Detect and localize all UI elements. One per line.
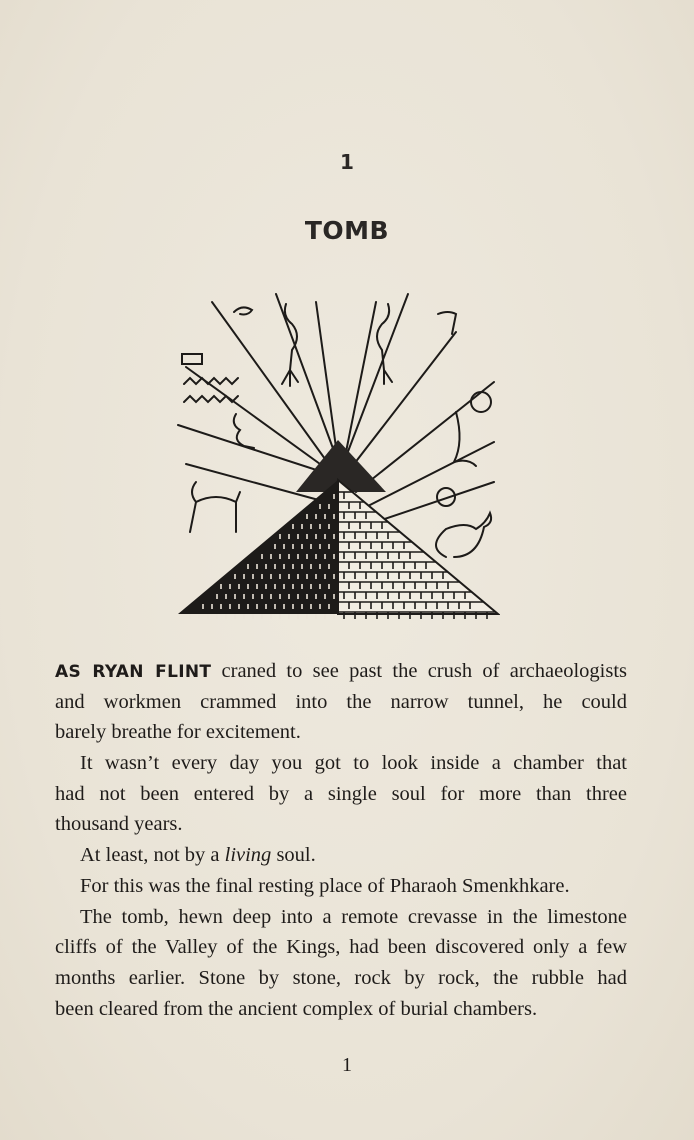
text-line: and workmen crammed into the narrow tunnel, he could <box>55 690 627 713</box>
text-line: been cleared from the ancient complex of burial chambers. <box>55 997 538 1020</box>
paragraph <box>55 871 627 902</box>
text-line: thousand years. <box>55 813 183 836</box>
pyramid-illustration <box>176 292 500 620</box>
text-line: barely breathe for excitement. <box>55 721 301 744</box>
emphasis: living <box>224 844 272 867</box>
chapter-title: TOMB <box>304 216 390 245</box>
chapter-number: 1 <box>340 150 354 174</box>
text-line: had not been entered by a single soul for more than three <box>55 782 627 805</box>
text-span: soul. <box>271 844 316 867</box>
text-line: The tomb, hewn deep into a remote crevasse in the limestone <box>80 905 627 928</box>
text-span: At least, not by a <box>80 844 225 867</box>
lead-in: AS RYAN FLINT <box>55 662 212 682</box>
text-line: cliffs of the Valley of the Kings, had been discovered only a few <box>55 936 627 959</box>
chapter-body-text <box>55 656 627 1024</box>
text-line: months earlier. Stone by stone, rock by rock, the rubble had <box>55 966 627 989</box>
text-line: It wasn’t every day you got to look inside a chamber that <box>80 752 627 775</box>
paragraph <box>55 840 627 871</box>
text-line: craned to see past the crush of archaeologists <box>211 660 627 682</box>
page-number: 1 <box>342 1054 352 1076</box>
paragraph <box>55 748 627 840</box>
paragraph <box>55 902 627 1025</box>
paragraph <box>55 656 627 748</box>
text-line: For this was the final resting place of Pharaoh Smenkhkare. <box>80 874 570 897</box>
